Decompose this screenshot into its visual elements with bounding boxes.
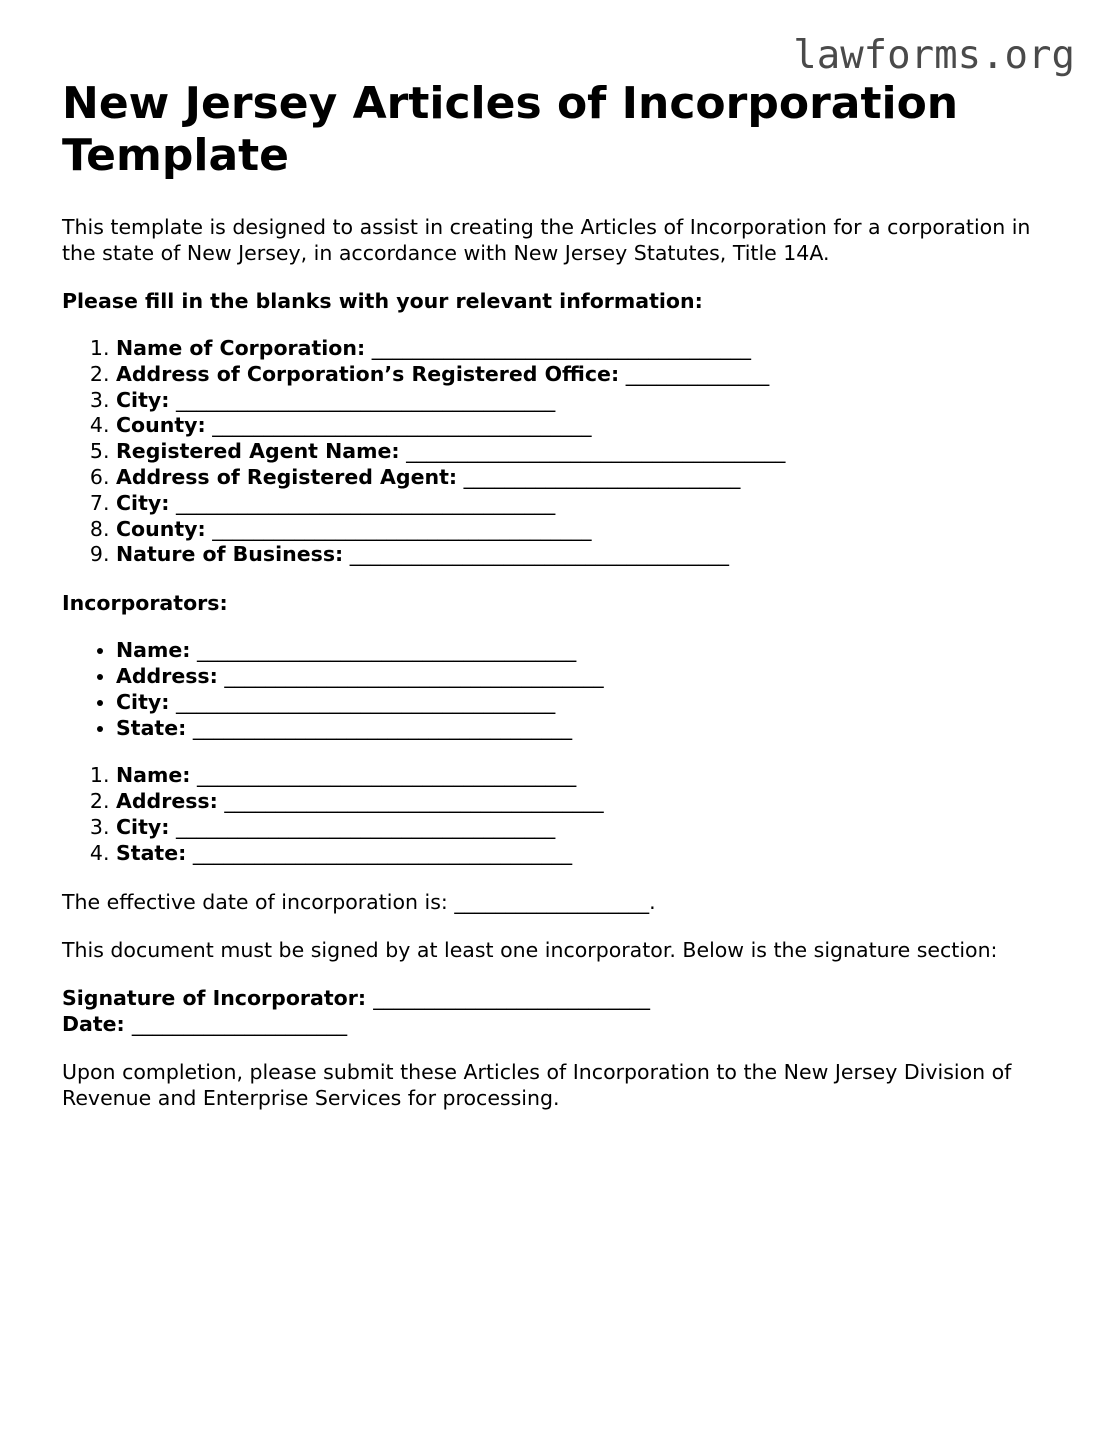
field-office-county bbox=[116, 413, 1062, 439]
document-body bbox=[62, 78, 1062, 1111]
field-label: Address: bbox=[116, 663, 218, 688]
incorporator-city-field bbox=[116, 815, 1062, 841]
incorporator-address-field bbox=[116, 789, 1062, 815]
fill-blank: _____________________________________ bbox=[175, 490, 556, 515]
field-label: City: bbox=[116, 387, 170, 412]
field-registered-office-address bbox=[116, 362, 1062, 388]
fill-blank: _____________________________________ bbox=[212, 516, 592, 541]
field-label: Address: bbox=[116, 789, 218, 814]
document-title: New Jersey Articles of Incorporation Template bbox=[62, 78, 959, 181]
fill-blank: _____________________________________ bbox=[196, 763, 577, 788]
field-label: County: bbox=[116, 413, 206, 438]
fill-blank: _____________________________________ bbox=[406, 439, 786, 464]
field-label: City: bbox=[116, 689, 170, 714]
fill-blank: ___________________________ bbox=[463, 464, 741, 489]
fill-blank: _____________________________________ bbox=[175, 689, 556, 714]
signature-blank: ___________________________ bbox=[373, 985, 650, 1010]
fill-blank: _____________________________________ bbox=[212, 413, 592, 438]
incorporator-city-field bbox=[116, 690, 1062, 716]
fill-blank: ______________ bbox=[625, 361, 770, 386]
incorporator-address-field bbox=[116, 664, 1062, 690]
instructions-heading: Please fill in the blanks with your relevant information: bbox=[62, 289, 703, 313]
incorporator-numbered-list bbox=[62, 763, 1062, 866]
corporation-fields-list bbox=[62, 336, 1062, 568]
fill-blank: _____________________________________ bbox=[192, 840, 573, 865]
field-label: Address of Registered Agent: bbox=[116, 464, 458, 489]
field-office-city bbox=[116, 388, 1062, 414]
field-label: State: bbox=[116, 715, 187, 740]
incorporators-heading: Incorporators: bbox=[62, 591, 228, 616]
closing-paragraph: Upon completion, please submit these Articles of Incorporation to the New Jersey Division of Revenue and Enterprise Services for processing. bbox=[62, 1059, 1012, 1110]
field-label: State: bbox=[116, 840, 187, 865]
date-blank: _____________________ bbox=[131, 1011, 348, 1036]
fill-blank: _____________________________________ bbox=[175, 814, 556, 839]
lawforms-watermark: lawforms.org bbox=[793, 33, 1075, 78]
field-label: City: bbox=[116, 490, 170, 515]
effective-date-line: The effective date of incorporation is: ___________________. bbox=[62, 889, 656, 914]
incorporator-name-field bbox=[116, 763, 1062, 789]
field-label: Nature of Business: bbox=[116, 542, 344, 567]
fill-blank: _____________________________________ bbox=[371, 336, 751, 360]
field-registered-agent-name bbox=[116, 439, 1062, 465]
incorporator-state-field bbox=[116, 716, 1062, 742]
field-label: Name of Corporation: bbox=[116, 336, 366, 360]
field-label: Address of Corporation’s Registered Office: bbox=[116, 361, 620, 386]
intro-paragraph: This template is designed to assist in creating the Articles of Incorporation for a corporation in the state of New Jersey, in accordance with New Jersey Statutes, Title 14A. bbox=[62, 215, 1031, 265]
fill-blank: _____________________________________ bbox=[224, 663, 604, 688]
field-label: Name: bbox=[116, 638, 191, 663]
field-nature-of-business bbox=[116, 542, 1062, 568]
incorporator-name-field bbox=[116, 638, 1062, 664]
field-label: City: bbox=[116, 814, 170, 839]
signature-instructions: This document must be signed by at least one incorporator. Below is the signature section: bbox=[62, 937, 998, 962]
signature-block bbox=[62, 985, 1062, 1037]
fill-blank: _____________________________________ bbox=[196, 638, 577, 663]
field-agent-county bbox=[116, 517, 1062, 543]
field-corporation-name bbox=[116, 336, 1062, 362]
field-label: Registered Agent Name: bbox=[116, 439, 400, 464]
signature-label: Signature of Incorporator: bbox=[62, 985, 367, 1010]
field-label: Name: bbox=[116, 763, 191, 788]
date-label: Date: bbox=[62, 1011, 125, 1036]
incorporator-state-field bbox=[116, 841, 1062, 867]
field-registered-agent-address bbox=[116, 465, 1062, 491]
field-label: County: bbox=[116, 516, 206, 541]
fill-blank: _____________________________________ bbox=[224, 789, 604, 814]
fill-blank: _____________________________________ bbox=[349, 542, 730, 567]
fill-blank: _____________________________________ bbox=[192, 715, 573, 740]
fill-blank: _____________________________________ bbox=[175, 387, 556, 412]
incorporator-bullet-list bbox=[62, 638, 1062, 741]
field-agent-city bbox=[116, 491, 1062, 517]
